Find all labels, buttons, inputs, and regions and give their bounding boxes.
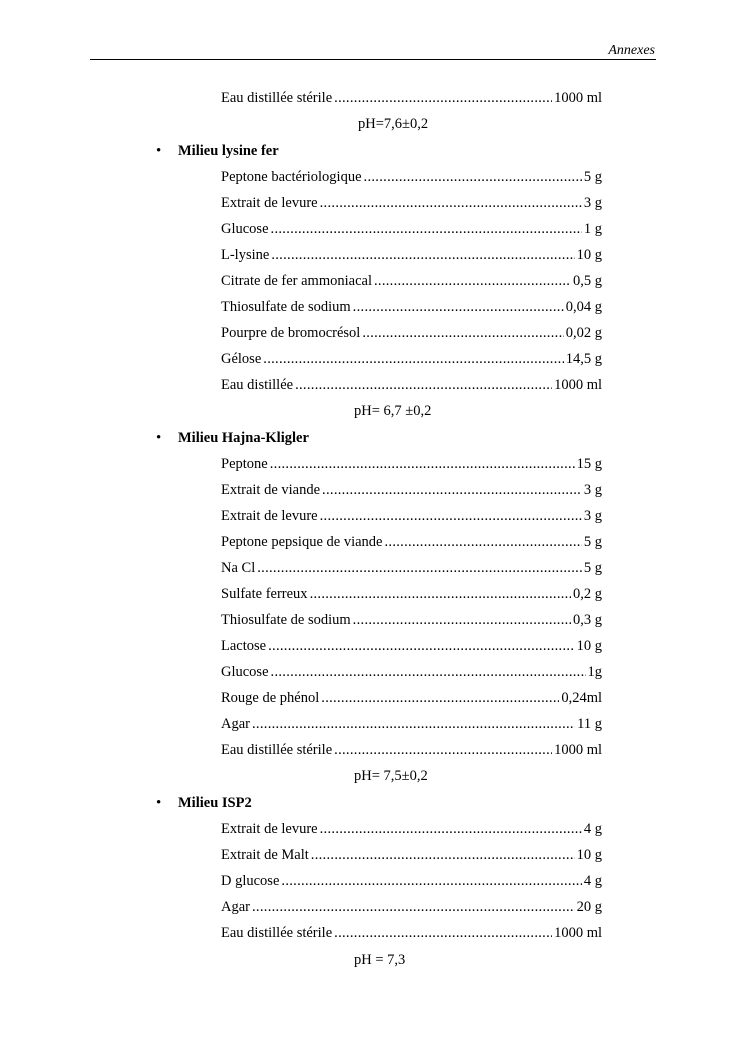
section-heading [0,790,745,816]
ingredient-quantity: 1000 ml [554,925,602,941]
section-title: Milieu ISP2 [178,795,252,811]
ingredient-row [221,268,602,294]
ingredient-name: Citrate de fer ammoniacal [221,273,372,289]
ingredient-name: Rouge de phénol [221,690,320,706]
ingredient-quantity: 4 g [583,821,602,837]
dot-leader [271,659,586,685]
dot-leader [334,737,552,763]
ingredient-quantity: 0,2 g [573,586,602,602]
dot-leader [271,216,582,242]
dot-leader [320,190,582,216]
ingredient-name: Peptone [221,456,268,472]
ingredient-quantity: 15 g [576,456,602,472]
ingredient-name: Eau distillée [221,377,294,393]
dot-leader [311,842,575,868]
ingredient-name: D glucose [221,873,280,889]
ingredient-row [221,242,602,268]
ingredient-quantity: 20 g [576,899,602,915]
section-heading [0,425,745,451]
ingredient-quantity: 10 g [576,847,602,863]
dot-leader [252,894,575,920]
ingredient-row [221,85,602,111]
dot-leader [270,451,575,477]
dot-leader [268,633,575,659]
ingredient-quantity: 1000 ml [554,377,602,393]
ingredient-name: Eau distillée stérile [221,742,333,758]
section-heading [0,138,745,164]
ingredient-row [221,216,602,242]
ph-value: pH= 7,5±0,2 [354,768,428,784]
ingredient-quantity: 5 g [583,534,602,550]
ingredient-quantity: 10 g [576,247,602,263]
ingredient-name: Pourpre de bromocrésol [221,325,361,341]
dot-leader [310,581,571,607]
ingredient-quantity: 4 g [583,873,602,889]
dot-leader [257,555,582,581]
ingredient-quantity: 3 g [583,482,602,498]
ingredient-quantity: 14,5 g [565,351,602,367]
ingredient-row [221,477,602,503]
dot-leader [374,268,571,294]
dot-leader [353,607,571,633]
dot-leader [334,920,552,946]
ingredient-row [221,894,602,920]
ingredient-name: Extrait de levure [221,195,318,211]
section-title: Milieu lysine fer [178,143,279,159]
ingredient-name: Gélose [221,351,262,367]
dot-leader [281,868,581,894]
dot-leader [384,529,581,555]
ingredient-name: Eau distillée stérile [221,90,333,106]
ingredient-quantity: 0,02 g [565,325,602,341]
ingredient-quantity: 0,24ml [561,690,602,706]
dot-leader [263,346,563,372]
ph-value: pH= 6,7 ±0,2 [354,403,432,419]
ingredient-row [221,372,602,398]
ingredient-name: Thiosulfate de sodium [221,612,351,628]
dot-leader [320,816,582,842]
ingredient-name: Na Cl [221,560,256,576]
ingredient-row [221,320,602,346]
ingredient-quantity: 5 g [583,169,602,185]
ingredient-row [221,346,602,372]
ph-line [354,398,745,424]
ingredient-row [221,555,602,581]
dot-leader [320,503,582,529]
bullet-icon: • [156,143,162,159]
section-title: Milieu Hajna-Kligler [178,430,309,446]
ingredient-row [221,816,602,842]
document-body [0,85,745,973]
ingredient-name: Agar [221,899,250,915]
ingredient-name: Sulfate ferreux [221,586,308,602]
ingredient-name: Agar [221,716,250,732]
ingredient-quantity: 1000 ml [554,90,602,106]
ingredient-name: L-lysine [221,247,270,263]
ingredient-row [221,633,602,659]
dot-leader [334,85,552,111]
bullet-icon: • [156,430,162,446]
ingredient-name: Peptone pepsique de viande [221,534,383,550]
ingredient-row [221,685,602,711]
ingredient-name: Extrait de levure [221,508,318,524]
dot-leader [321,685,559,711]
ingredient-name: Eau distillée stérile [221,925,333,941]
ingredient-row [221,659,602,685]
dot-leader [364,164,582,190]
ph-value: pH=7,6±0,2 [358,116,429,132]
ingredient-quantity: 0,3 g [573,612,602,628]
ingredient-quantity: 5 g [583,560,602,576]
ingredient-row [221,920,602,946]
ingredient-quantity: 1g [587,664,602,680]
ph-line [354,763,745,789]
ingredient-name: Glucose [221,221,269,237]
ingredient-row [221,503,602,529]
ingredient-quantity: 10 g [576,638,602,654]
ingredient-quantity: 1 g [583,221,602,237]
ingredient-name: Glucose [221,664,269,680]
dot-leader [252,711,575,737]
ingredient-name: Extrait de Malt [221,847,309,863]
ingredient-name: Extrait de viande [221,482,321,498]
ingredient-quantity: 0,5 g [573,273,602,289]
ingredient-row [221,529,602,555]
ingredient-name: Thiosulfate de sodium [221,299,351,315]
ingredient-row [221,190,602,216]
ingredient-row [221,451,602,477]
dot-leader [295,372,552,398]
ph-line [358,111,745,137]
dot-leader [271,242,574,268]
ingredient-name: Lactose [221,638,267,654]
ingredient-name: Extrait de levure [221,821,318,837]
ingredient-row [221,294,602,320]
page-header [90,44,656,60]
ingredient-row [221,737,602,763]
ingredient-quantity: 1000 ml [554,742,602,758]
dot-leader [362,320,563,346]
ingredient-row [221,581,602,607]
ingredient-row [221,711,602,737]
ingredient-quantity: 3 g [583,195,602,211]
ingredient-quantity: 3 g [583,508,602,524]
ph-value: pH = 7,3 [354,952,406,968]
bullet-icon: • [156,795,162,811]
dot-leader [322,477,582,503]
ph-line [354,947,745,973]
dot-leader [353,294,564,320]
ingredient-quantity: 0,04 g [565,299,602,315]
ingredient-quantity: 11 g [577,716,602,732]
ingredient-row [221,607,602,633]
ingredient-row [221,842,602,868]
ingredient-name: Peptone bactériologique [221,169,362,185]
header-title: Annexes [608,43,655,58]
ingredient-row [221,164,602,190]
ingredient-row [221,868,602,894]
